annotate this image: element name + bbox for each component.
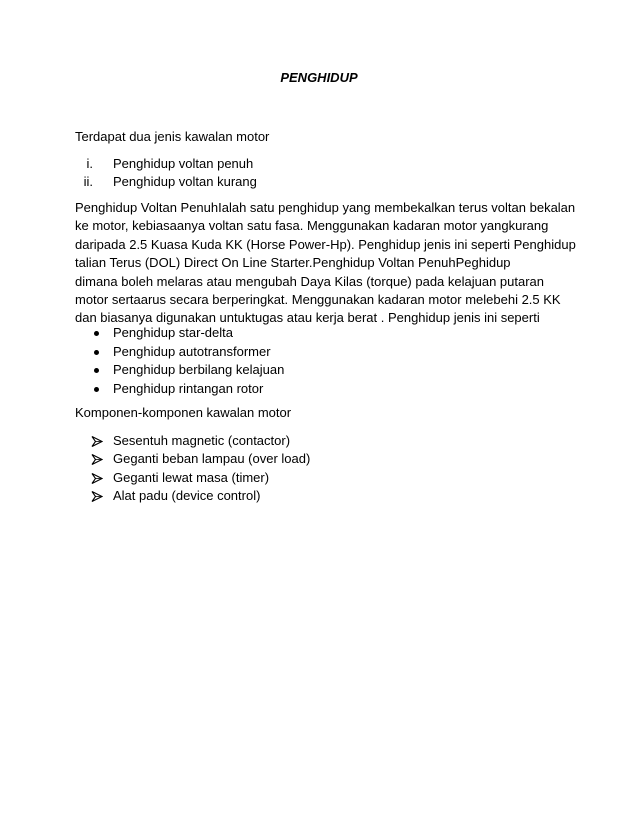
- paragraph-line: ke motor, kebiasaanya voltan satu fasa. Menggunakan kadaran motor yangkurang: [75, 218, 549, 234]
- intro-text: Terdapat dua jenis kawalan motor: [75, 129, 270, 144]
- paragraph-line: dimana boleh melaras atau mengubah Daya Kilas (torque) pada kelajuan putaran: [75, 273, 545, 289]
- list-item-text: Penghidup voltan kurang: [113, 174, 257, 189]
- list-item-text: Penghidup star-delta: [113, 325, 233, 340]
- arrow-bullet-icon: [91, 454, 103, 465]
- section-heading: Komponen-komponen kawalan motor: [75, 405, 292, 420]
- paragraph-line: daripada 2.5 Kuasa Kuda KK (Horse Power-Hp). Penghidup jenis ini seperti Penghidup: [75, 236, 576, 252]
- list-item-number: i.: [86, 156, 93, 171]
- arrow-bullet-icon: [91, 473, 103, 484]
- bullet-icon: [94, 368, 99, 373]
- arrow-bullet-icon: [91, 491, 103, 502]
- list-item-text: Penghidup rintangan rotor: [113, 380, 264, 396]
- list-item-text: Geganti beban lampau (over load): [113, 451, 311, 467]
- list-item-text: Penghidup berbilang kelajuan: [113, 362, 285, 377]
- list-item-text: Sesentuh magnetic (contactor): [113, 433, 291, 448]
- list-item-text: Alat padu (device control): [113, 487, 261, 503]
- bullet-icon: [94, 387, 99, 392]
- bullet-icon: [94, 331, 99, 336]
- paragraph-line: dan biasanya digunakan untuktugas atau kerja berat . Penghidup jenis ini seperti: [75, 310, 540, 326]
- paragraph-line: talian Terus (DOL) Direct On Line Starter.Penghidup Voltan PenuhPeghidup: [75, 255, 511, 271]
- paragraph-line: Penghidup Voltan PenuhIalah satu penghidup yang membekalkan terus voltan bekalan: [75, 200, 576, 215]
- arrow-bullet-icon: [91, 436, 103, 447]
- list-item-text: Penghidup voltan penuh: [113, 156, 254, 171]
- body-paragraph: [75, 199, 575, 328]
- list-item-number: ii.: [83, 174, 93, 189]
- page-title: PENGHIDUP: [280, 70, 358, 85]
- bullet-icon: [94, 350, 99, 355]
- list-item-text: Geganti lewat masa (timer): [113, 469, 270, 485]
- paragraph-line: motor sertaarus secara berperingkat. Menggunakan kadaran motor melebehi 2.5 KK: [75, 291, 561, 307]
- list-item-text: Penghidup autotransformer: [113, 343, 271, 359]
